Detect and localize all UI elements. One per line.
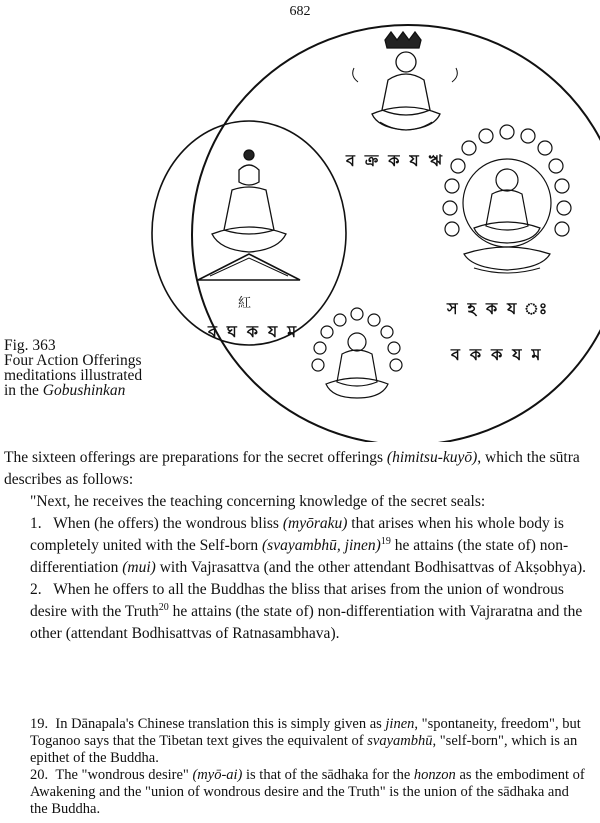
right-buddha-figure <box>443 125 571 273</box>
footnotes <box>4 716 586 818</box>
intro-term: (himitsu-kuyō) <box>386 449 478 466</box>
footnote-text: In Dānapala's Chinese translation this is simply given as <box>55 716 386 732</box>
quote-intro: "Next, he receives the teaching concerning knowledge of the secret seals: <box>30 493 486 510</box>
figure-363 <box>0 22 600 442</box>
item-text: he attains (the state of) non-differentiation <box>30 537 569 576</box>
caption-title: Gobushinkan <box>42 382 126 399</box>
item-text: that arises when his whole body is completely united with the Self-born <box>30 515 564 554</box>
item-text: When he offers to all the Buddhas the bliss that arises from the union of wondrous desire with the Truth <box>30 581 564 620</box>
footnote-text: as the embodiment of Awakening and the "union of wondrous desire and the Truth" is the union of the sādhaka and the Buddha. <box>30 767 585 817</box>
caption-line-1: Fig. 363 <box>4 337 56 354</box>
sanskrit-label-right: স হ ক য ঃ <box>447 301 551 318</box>
sanskrit-label-top: ব ক্ৰ ক য ঋ <box>346 153 445 170</box>
list-item-1 <box>4 513 586 579</box>
caption-line-3: meditations illustrated <box>4 367 143 384</box>
footnote-number: 20. <box>30 767 49 783</box>
footnote-term: honzon <box>413 767 456 783</box>
item-text: he attains (the state of) non-differentiation with Vajraratna and the other (attendant Bodhisattvas of Ratnasambhava). <box>30 603 583 642</box>
oval-buddha-figure <box>198 150 300 280</box>
page-number: 682 <box>289 4 311 19</box>
footnote-term: svayambhū <box>367 733 433 749</box>
main-text <box>4 447 586 645</box>
sanskrit-label-bottom: ব ক ক য ম <box>451 347 544 364</box>
item-term: (svayambhū, jinen) <box>262 537 381 554</box>
intro-text: The sixteen offerings are preparations for the secret offerings <box>4 449 387 466</box>
list-item-2 <box>4 579 586 645</box>
item-text: with Vajrasattva (and the other attendant Bodhisattvas of Akṣobhya). <box>155 559 587 576</box>
footnote-text: The "wondrous desire" <box>55 767 193 783</box>
item-text: When (he offers) the wondrous bliss <box>53 515 283 532</box>
footnote-text: is that of the sādhaka for the <box>242 767 414 783</box>
figure-caption <box>4 338 142 398</box>
footnote-ref-19[interactable]: 19 <box>380 535 391 547</box>
caption-line-2: Four Action Offerings <box>4 352 142 369</box>
footnote-19 <box>4 716 586 767</box>
footnote-20 <box>4 767 586 818</box>
footnote-text: , "spontaneity, freedom", but Toganoo says that the Tibetan text gives the equivalent of <box>30 716 581 749</box>
item-term: (myōraku) <box>282 515 348 532</box>
oval-mark: 紅 <box>238 295 255 310</box>
footnote-number: 19. <box>30 716 49 732</box>
item-number: 1. <box>30 515 42 532</box>
intro-text-end: , which the sūtra describes as follows: <box>4 449 580 488</box>
item-term: (mui) <box>122 559 156 576</box>
sanskrit-label-oval: ব ঘ ক য ম <box>208 324 300 341</box>
bottom-buddha-figure <box>312 308 402 398</box>
caption-prefix: in the <box>4 382 43 399</box>
top-buddha-figure <box>353 32 458 130</box>
footnote-term: jinen <box>385 716 415 732</box>
item-number: 2. <box>30 581 42 598</box>
paragraph-intro <box>4 447 586 491</box>
footnote-term: (myō-ai) <box>192 767 243 783</box>
footnote-text: , "self-born", which is an epithet of the Buddha. <box>30 733 578 766</box>
footnote-ref-20[interactable]: 20 <box>158 601 169 613</box>
caption-line-4 <box>4 383 142 398</box>
